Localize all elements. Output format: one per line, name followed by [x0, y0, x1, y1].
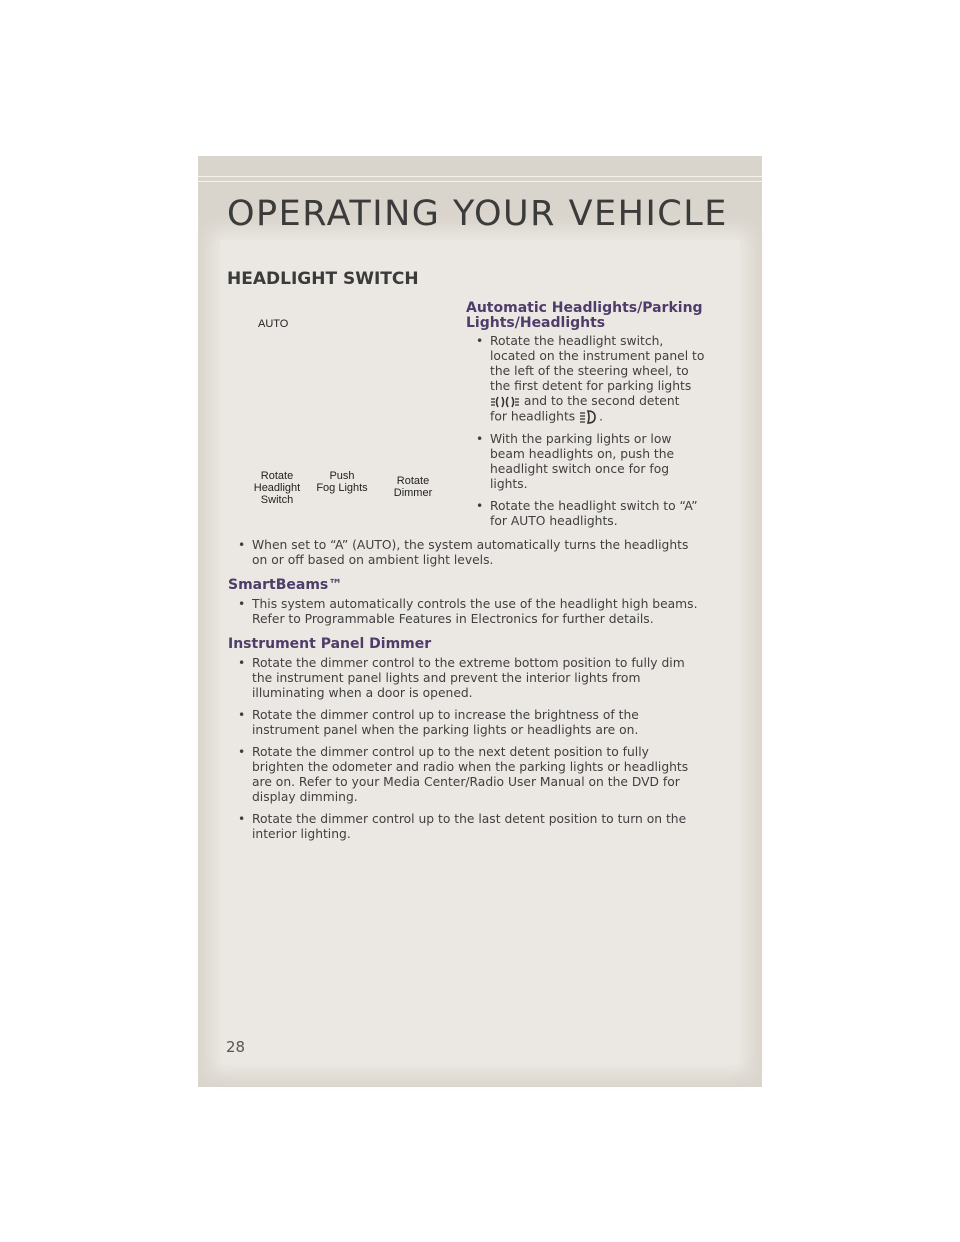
page-heading: HEADLIGHT SWITCH: [227, 269, 419, 289]
manual-page: [198, 156, 762, 1087]
parking-lights-icon: [490, 395, 520, 409]
list-item: • With the parking lights or low beam headlights on, push the headlight switch once for fog lights.: [476, 432, 675, 491]
headlight-switch-diagram: [228, 300, 453, 512]
dimmer-title: Instrument Panel Dimmer: [228, 636, 432, 652]
list-item: • Rotate the headlight switch to “A” for AUTO headlights.: [476, 499, 698, 528]
page-number: 28: [226, 1038, 246, 1056]
smartbeams-title: SmartBeams™: [228, 577, 343, 593]
list-item: • Rotate the headlight switch, located on the instrument panel to the left of the steering wheel, to the first detent for parking lights and to the second detent for headlights .: [476, 334, 705, 424]
header-rule-top: [198, 176, 762, 177]
auto-headlights-title: Automatic Headlights/Parking Lights/Headlights: [466, 300, 703, 331]
headlights-icon: [579, 409, 599, 425]
list-item: • When set to “A” (AUTO), the system automatically turns the headlights on or off based on ambient light levels.: [238, 538, 689, 567]
list-item: • Rotate the dimmer control up to the next detent position to fully brighten the odometer and radio when the parking lights or headlights are on. Refer to your Media Center/Radio User Manual on the DVD for display dimming.: [238, 745, 689, 804]
diagram-label-auto: AUTO: [258, 318, 289, 330]
list-item: • This system automatically controls the use of the headlight high beams. Refer to Programmable Features in Electronics for further details.: [238, 597, 698, 626]
auto-headlights-list: [466, 334, 726, 536]
header-rule-bottom: [198, 181, 762, 182]
list-item: • Rotate the dimmer control up to increase the brightness of the instrument panel when the parking lights or headlights are on.: [238, 708, 639, 737]
diagram-label-push-fog: Push Fog Lights: [316, 470, 368, 494]
list-item: • Rotate the dimmer control up to the last detent position to turn on the interior lighting.: [238, 812, 687, 841]
diagram-label-rotate-dimmer: Rotate Dimmer: [393, 475, 433, 499]
main-content: [228, 538, 738, 849]
diagram-label-rotate-headlight: Rotate Headlight Switch: [253, 470, 301, 506]
section-title: OPERATING YOUR VEHICLE: [227, 194, 728, 234]
list-item: • Rotate the dimmer control to the extreme bottom position to fully dim the instrument panel lights and prevent the interior lights from illuminating when a door is opened.: [238, 656, 685, 700]
